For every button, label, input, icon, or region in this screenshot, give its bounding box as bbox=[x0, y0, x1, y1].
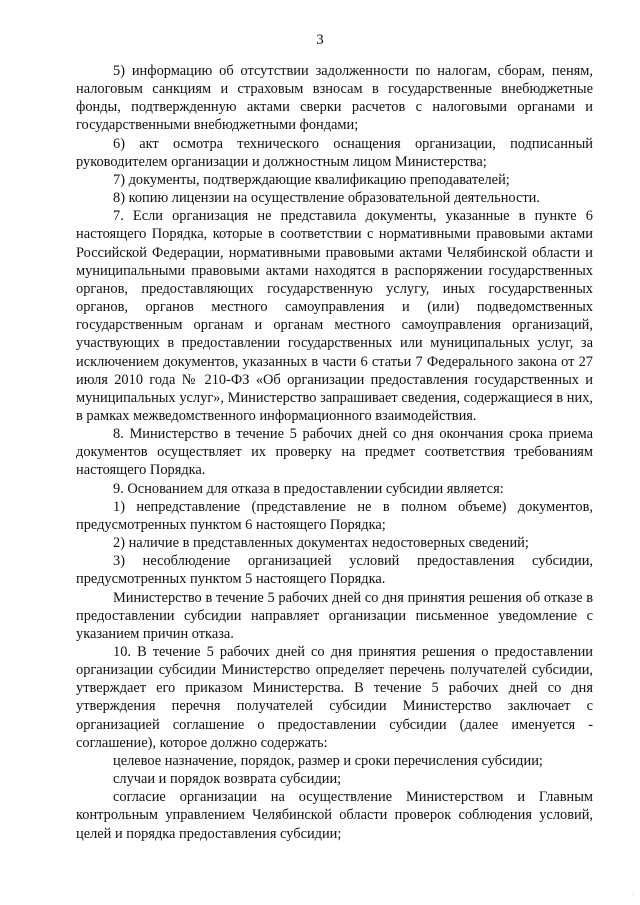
paragraph-item-5-tax-debt: 5) информацию об отсутствии задолженности по налогам, сборам, пеням, налоговым санкциям и страховым взносам в государственные внебюджетные фонды, подтвержденную актами сверки расчетов с налоговыми органами и государственными внебюджетными фондами; bbox=[76, 63, 593, 134]
paragraph-clause-7: 7. Если организация не представила документы, указанные в пункте 6 настоящего Порядка, которые в соответствии с нормативными правовыми актами Российской Федерации, нормативными правовыми актами Челябинской области и муниципальными правовыми актами находятся в распоряжении государственных органов, предоставляющих государственную услугу, иных государственных органов, органов местного самоуправления и (или) подведомственных государственным органам и органам местного самоуправления организаций, участвующих в предоставлении государственных или муниципальных услуг, за исключением документов, указанных в части 6 статьи 7 Федерального закона от 27 июля 2010 года № 210-ФЗ «Об организации предоставления государственных и муниципальных услуг», Министерство запрашивает сведения, содержащиеся в них, в рамках межведомственного информационного взаимодействия. bbox=[76, 208, 593, 424]
paragraph-agreement-term-1: целевое назначение, порядок, размер и сроки перечисления субсидии; bbox=[113, 752, 543, 769]
paragraph-item-7-teacher-qualification: 7) документы, подтверждающие квалификацию преподавателей; bbox=[113, 171, 510, 188]
page-number: 3 bbox=[316, 32, 324, 48]
paragraph-refusal-notice: Министерство в течение 5 рабочих дней со дня принятия решения об отказе в предоставлении субсидии направляет организации письменное уведомление с указанием причин отказа. bbox=[76, 589, 593, 642]
paragraph-clause-10: 10. В течение 5 рабочих дней со дня принятия решения о предоставлении организации субсидии Министерство определяет перечень получателей субсидии, утверждает его приказом Министерства. В течение 5 рабочих дней со дня утверждения перечня получателей субсидии Министерство заключает с организацией соглашение о предоставлении субсидии (далее именуется - соглашение), которое должно содержать: bbox=[76, 644, 593, 751]
document-body bbox=[76, 62, 593, 843]
paragraph-agreement-term-2: случаи и порядок возврата субсидии; bbox=[113, 771, 342, 788]
paragraph-item-8-license-copy: 8) копию лицензии на осуществление образовательной деятельности. bbox=[113, 190, 540, 207]
scan-corner-mark: · bbox=[631, 891, 634, 899]
paragraph-clause-8: 8. Министерство в течение 5 рабочих дней со дня окончания срока приема документов осуществляет их проверку на предмет соответствия требованиям настоящего Порядка. bbox=[76, 426, 593, 479]
paragraph-refusal-reason-1: 1) непредставление (представление не в полном объеме) документов, предусмотренных пунктом 6 настоящего Порядка; bbox=[76, 498, 593, 533]
paragraph-refusal-reason-2: 2) наличие в представленных документах недостоверных сведений; bbox=[113, 535, 529, 552]
paragraph-item-6-inspection-act: 6) акт осмотра технического оснащения организации, подписанный руководителем организации и должностным лицом Министерства; bbox=[76, 135, 593, 170]
paragraph-refusal-reason-3: 3) несоблюдение организацией условий предоставления субсидии, предусмотренных пунктом 5 настоящего Порядка. bbox=[76, 553, 593, 588]
paragraph-agreement-term-3: согласие организации на осуществление Министерством и Главным контрольным управлением Челябинской области проверок соблюдения условий, целей и порядка предоставления субсидии; bbox=[76, 789, 593, 842]
paragraph-clause-9: 9. Основанием для отказа в предоставлении субсидии является: bbox=[113, 480, 504, 497]
